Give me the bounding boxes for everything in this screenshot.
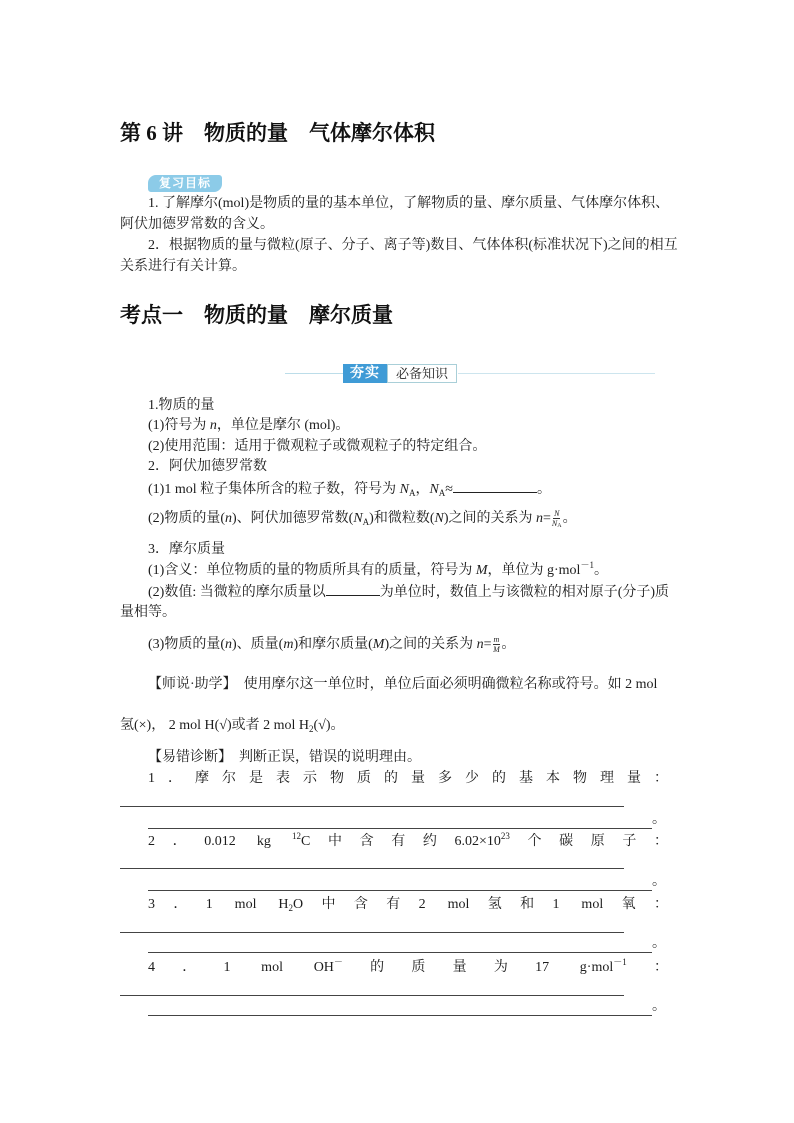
fraction-N-over-NA [552, 509, 562, 528]
banner-badge: 夯实 [343, 364, 387, 383]
review-goals-badge: 复习目标 [148, 175, 222, 192]
answer-period: 。 [652, 936, 666, 951]
answer-line [120, 995, 624, 996]
variable-N: N [434, 511, 444, 526]
text-segment: (2)物质的量( [148, 511, 225, 526]
variable-n: n [209, 418, 217, 433]
variable-M: M [475, 563, 488, 578]
text-segment: ， [415, 482, 430, 497]
subscript-2: 2 [309, 724, 314, 734]
text-segment: ，单位是摩尔 (mol)。 [216, 418, 350, 433]
answer-line [148, 828, 652, 829]
text-segment: ，单位为 g·mol [487, 563, 581, 578]
text-segment: 个碳原子： [509, 834, 669, 849]
text-segment: 的质量为17 g·mol [342, 960, 614, 975]
banner-label: 必备知识 [387, 364, 457, 383]
text-segment: (1)符号为 [148, 418, 210, 433]
review-goal-line-3: 2．根据物质的量与微粒(原子、分子、离子等)数目、气体体积(标准状况下)之间的相互 [148, 238, 678, 253]
molar-mass-meaning-line [148, 561, 608, 581]
tip-label: 【师说·助学】 [148, 677, 230, 692]
equals-sign: = [483, 637, 492, 652]
unit-exponent: －1 [580, 560, 594, 570]
variable-M: M [372, 637, 385, 652]
text-segment: 。 [562, 511, 577, 526]
variable-n: n [225, 637, 232, 652]
variable-m: m [283, 637, 294, 652]
text-segment: )、阿伏加德罗常数( [232, 511, 354, 526]
fraction-numerator: m [493, 635, 500, 645]
lesson-title: 第 6 讲 物质的量 气体摩尔体积 [120, 121, 435, 145]
text-segment: 氢(×)， 2 mol H(√)或者 2 mol H [120, 718, 310, 733]
molar-mass-value-continuation: 量相等。 [120, 605, 176, 620]
subscript-A: A [408, 488, 416, 498]
equals-sign: = [543, 511, 551, 526]
avogadro-relation-line [148, 509, 577, 529]
item-text: 1．摩尔是表示物质的量多少的基本物理量： [148, 771, 668, 786]
text-segment: O中含有2 mol氢和1 mol氧： [292, 897, 669, 912]
symbol-N: N [399, 482, 409, 497]
diagnosis-item-1 [148, 769, 668, 789]
tip-line [148, 675, 657, 695]
answer-line [148, 890, 652, 891]
text-segment: )和微粒数( [369, 511, 435, 526]
text-segment: )和摩尔质量( [293, 637, 373, 652]
answer-line [148, 952, 652, 953]
banner-line-left [285, 373, 343, 374]
fraction-numerator: N [554, 509, 560, 519]
text-segment: 。 [501, 637, 516, 652]
ion-charge: － [333, 957, 343, 967]
text-segment: (3)物质的量( [148, 637, 225, 652]
diagnosis-item-2 [148, 832, 668, 852]
subscript-2: 2 [288, 903, 293, 913]
molar-mass-relation-line [148, 635, 515, 655]
diagnosis-label: 【易错诊断】 [148, 750, 225, 765]
section-title: 考点一 物质的量 摩尔质量 [120, 303, 393, 327]
text-segment: (2)数值: 当微粒的摩尔质量以 [148, 585, 326, 600]
fraction-m-over-M [493, 635, 501, 654]
text-segment: (√)。 [313, 718, 345, 733]
unit-exponent: －1 [613, 957, 627, 967]
text-segment: )之间的关系为 [384, 637, 477, 652]
fraction-denominator: M [493, 645, 500, 655]
mass-number: 12 [292, 831, 302, 841]
denominator-subscript: A [557, 523, 562, 530]
subscript-A: A [438, 488, 446, 498]
diagnosis-item-3 [148, 895, 668, 915]
approx-sign: ≈ [445, 482, 453, 497]
review-goal-line-2: 阿伏加德罗常数的含义。 [120, 217, 274, 232]
amount-heading: 1.物质的量 [148, 398, 215, 413]
tip-continuation [120, 716, 345, 736]
text-segment: ： [626, 960, 669, 975]
avogadro-heading: 2．阿伏加德罗常数 [148, 459, 267, 474]
avogadro-definition-line [148, 479, 551, 500]
answer-line [120, 868, 624, 869]
fill-in-blank [453, 479, 537, 493]
text-segment: (1)含义：单位物质的量的物质所具有的质量，符号为 [148, 563, 476, 578]
review-goal-line-4: 关系进行有关计算。 [120, 259, 246, 274]
variable-n: n [225, 511, 232, 526]
text-segment: 。 [536, 482, 551, 497]
exponent: 23 [500, 831, 510, 841]
text-segment: (1)1 mol 粒子集体所含的粒子数，符号为 [148, 482, 400, 497]
text-segment: 。 [593, 563, 608, 578]
text-segment: 为单位时，数值上与该微粒的相对原子(分子)质 [379, 585, 670, 600]
denominator-symbol: N [551, 519, 558, 529]
fraction-denominator [552, 519, 562, 528]
review-goal-line-1: 1. 了解摩尔(mol)是物质的量的基本单位，了解物质的量、摩尔质量、气体摩尔体积、 [148, 196, 670, 211]
molar-mass-heading: 3．摩尔质量 [148, 542, 225, 557]
amount-symbol-line [148, 416, 349, 436]
diagnosis-item-4 [148, 958, 668, 978]
answer-period: 。 [652, 812, 666, 827]
diagnosis-heading [148, 748, 421, 768]
fill-in-blank [326, 582, 380, 596]
text-segment: 3．1 mol H [148, 897, 289, 912]
text-segment: )、质量( [232, 637, 284, 652]
text-segment: 2．0.012 kg [148, 834, 293, 849]
answer-line [148, 1015, 652, 1016]
variable-n: n [476, 637, 484, 652]
text-segment: C中含有约6.02×10 [301, 834, 501, 849]
banner-line-right [458, 373, 655, 374]
symbol-N: N [353, 511, 363, 526]
symbol-N: N [429, 482, 439, 497]
variable-n: n [536, 511, 544, 526]
subscript-A: A [362, 517, 370, 527]
text-segment: )之间的关系为 [443, 511, 537, 526]
tip-text: 使用摩尔这一单位时，单位后面必须明确微粒名称或符号。如 2 mol [229, 677, 658, 692]
amount-scope-line: (2)使用范围：适用于微观粒子或微观粒子的特定组合。 [148, 439, 487, 454]
text-segment: 4．1 mol OH [148, 960, 334, 975]
molar-mass-value-line [148, 582, 669, 603]
answer-line [120, 806, 624, 807]
diagnosis-instruction: 判断正误，错误的说明理由。 [225, 750, 421, 765]
answer-period: 。 [652, 999, 666, 1014]
answer-period: 。 [652, 874, 666, 889]
answer-line [120, 932, 624, 933]
